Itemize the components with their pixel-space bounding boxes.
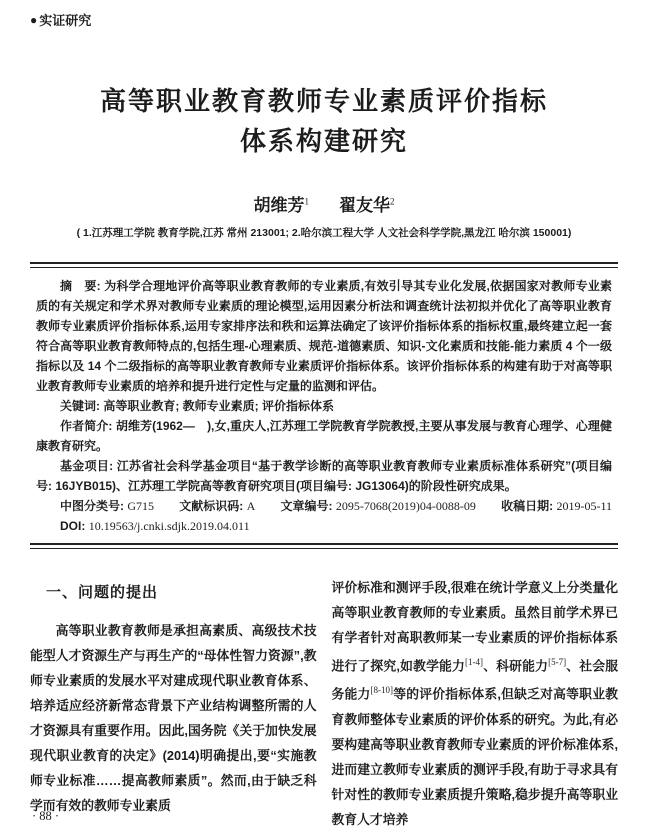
- citation-ref-3: [8-10]: [370, 685, 394, 696]
- citation-ref-2: [5-7]: [548, 657, 567, 667]
- author-bio: [36, 416, 612, 456]
- bullet-icon: ●: [30, 12, 38, 27]
- section-topic-label: [30, 10, 618, 29]
- paper-title-line1: 高等职业教育教师专业素质评价指标: [99, 86, 548, 116]
- abstract-label: 摘 要:: [60, 279, 101, 293]
- received-date-value: 2019-05-11: [556, 499, 612, 513]
- author-1: [254, 196, 310, 215]
- doi: [36, 516, 612, 536]
- left-column-paragraph: 高等职业教育教师是承担高素质、高级技术技能型人才资源生产与再生产的“母体性智力资源”,教师专业素质的发展水平对建成现代职业教育体系、培养适应经济新常态背景下产业结构调整所需的人才资源具有重要作用。因此,国务院《关于加快发展现代职业教育的决定》(2014)明确提出,要“实施教师专业标准……提高教师素质”。然而,由于缺乏科学而有效的教师专业素质: [30, 623, 317, 813]
- topic-text: 实证研究: [39, 13, 92, 28]
- received-date-label: 收稿日期:: [501, 499, 554, 513]
- classification-row: [36, 496, 612, 516]
- author-2-superscript: 2: [390, 196, 395, 207]
- paper-title: [30, 81, 618, 161]
- section-1-heading: 一、问题的提出: [46, 584, 159, 601]
- document-code: [179, 496, 255, 516]
- author-1-superscript: 1: [304, 196, 309, 207]
- received-date: [501, 496, 612, 516]
- article-number: [281, 496, 476, 516]
- meta-block: [30, 268, 618, 541]
- author-bio-text: 胡维芳(1962— ),女,重庆人,江苏理工学院教育学院教授,主要从事发展与教育心理学、心理健康教育研究。: [36, 419, 612, 453]
- affiliation-line: ( 1.江苏理工学院 教育学院,江苏 常州 213001; 2.哈尔滨工程大学 人文社会科学学院,黑龙江 哈尔滨 150001): [76, 227, 572, 239]
- right-text-2: 、科研能力: [483, 658, 549, 674]
- clc-label: 中图分类号:: [60, 499, 124, 513]
- divider-bottom: [30, 543, 618, 549]
- keywords-label: 关键词:: [60, 399, 100, 413]
- funding: [36, 456, 612, 496]
- clc-number: [60, 496, 154, 516]
- right-text-1: 评价标准和测评手段,很难在统计学意义上分类量化高等职业教育教师的专业素质。虽然目前学术界已有学者针对高职教师某一专业素质的评价指标体系进行了探究,如教学能力: [331, 580, 618, 674]
- author-1-name: 胡维芳: [253, 196, 305, 215]
- paper-title-line2: 体系构建研究: [239, 126, 408, 156]
- right-column-paragraph: [332, 575, 619, 831]
- funding-text: 江苏省社会科学基金项目“基于教学诊断的高等职业教育教师专业素质标准体系研究”(项目编号: 16JYB015)、江苏理工学院高等教育研究项目(项目编号: JG13064)的阶段性研究成果。: [36, 459, 612, 493]
- funding-label: 基金项目:: [60, 459, 114, 473]
- right-text-3: 、社会服务能力: [331, 658, 619, 702]
- author-2-name: 翟友华: [339, 196, 390, 215]
- doi-label: DOI:: [60, 519, 86, 533]
- keywords-text: 高等职业教育; 教师专业素质; 评价指标体系: [103, 399, 335, 413]
- authors-line: [30, 191, 618, 216]
- abstract: [36, 276, 612, 396]
- left-column: [30, 575, 317, 831]
- citation-ref-1: [1-4]: [465, 657, 484, 667]
- article-number-label: 文章编号:: [280, 499, 333, 513]
- document-code-label: 文献标识码:: [179, 499, 244, 513]
- keywords: [36, 396, 612, 416]
- article-number-value: 2095-7068(2019)04-0088-09: [335, 499, 476, 513]
- right-text-4: 等的评价指标体系,但缺乏对高等职业教育教师整体专业素质的评价体系的研究。为此,有必要构建高等职业教育教师专业素质的评价标准体系,进而建立教师专业素质的测评手段,有助于寻求具有针对性的教师专业素质提升策略,稳步提升高等职业教育人才培养: [331, 686, 619, 827]
- page-number: · 88 ·: [32, 809, 60, 823]
- author-2: [339, 196, 395, 215]
- body-columns: [30, 575, 618, 831]
- doi-value: 10.19563/j.cnki.sdjk.2019.04.011: [88, 519, 250, 533]
- right-column: [332, 575, 619, 831]
- clc-value: G715: [127, 499, 155, 513]
- abstract-text: 为科学合理地评价高等职业教育教师的专业素质,有效引导其专业化发展,依据国家对教师专业素质的有关规定和学术界对教师专业素质的理论模型,运用因素分析法和调查统计法初拟并优化了高等职业教育教师专业素质评价指标体系,运用专家排序法和秩和运算法确定了该评价指标体系的指标权重,最终建立起一套符合高等职业教育教师特点的,包括生理-心理素质、规范-道德素质、知识-文化素质和技能-能力素质 4 个一级指标以及 14 个二级指标的高等职业教育教师专业素质评价指标体系。该评价指标体系的构建有助于对高等职业教育教师专业素质的培养和提升进行定性与定量的监测和评估。: [36, 279, 613, 393]
- author-bio-label: 作者简介:: [60, 419, 113, 433]
- document-code-value: A: [246, 499, 256, 513]
